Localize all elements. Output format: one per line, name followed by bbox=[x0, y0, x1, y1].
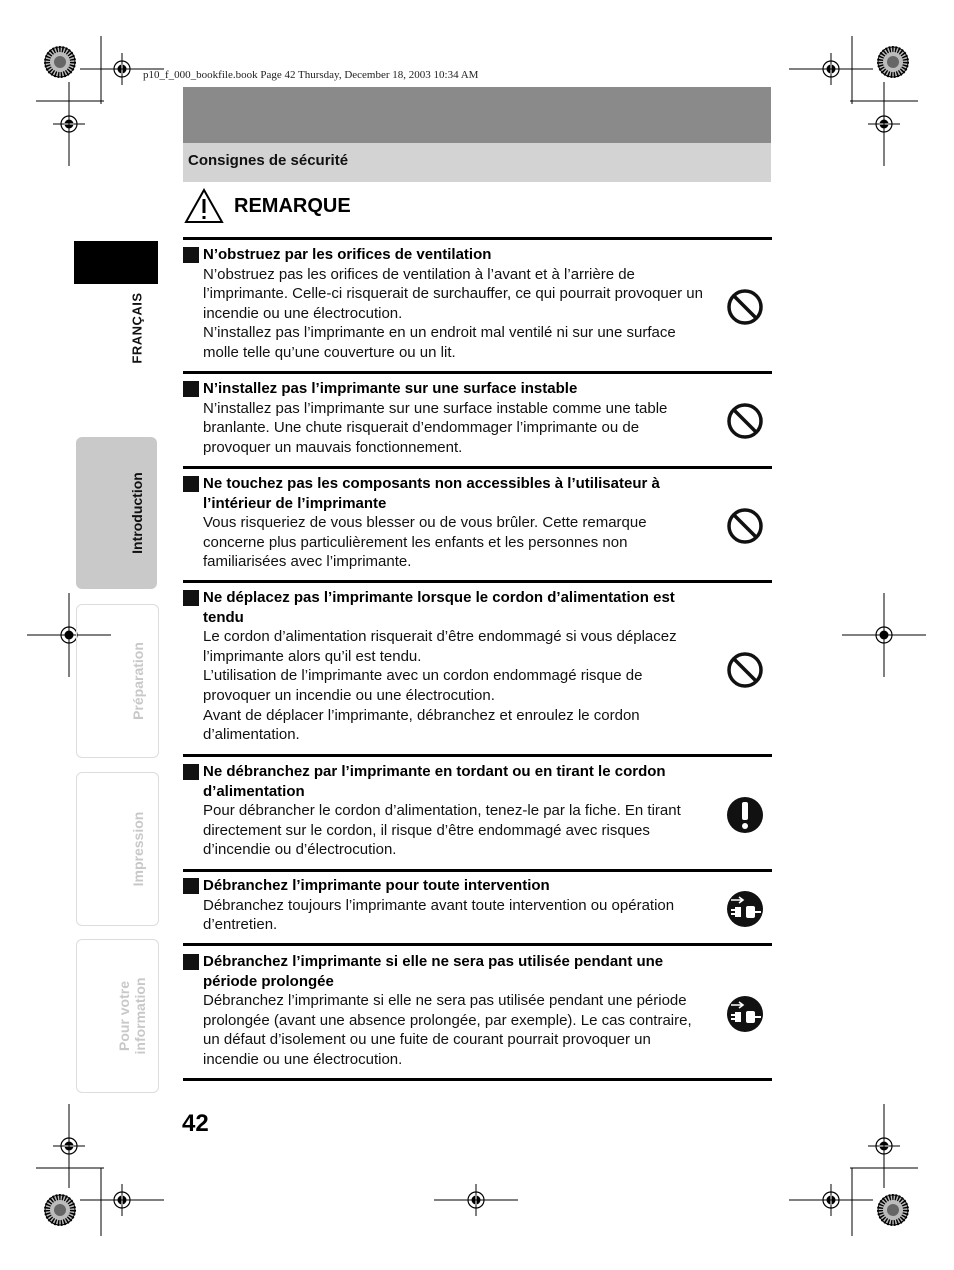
item-body: Vous risqueriez de vous blesser ou de vous brûler. Cette remarque concerne plus particulièrement les enfants et les personnes non familiarisées avec l’imprimante. bbox=[203, 514, 647, 571]
bullet-square bbox=[183, 247, 199, 263]
unplug-icon bbox=[725, 994, 765, 1034]
section-divider bbox=[183, 1078, 772, 1081]
tab-impression[interactable] bbox=[76, 772, 159, 926]
section-divider bbox=[183, 943, 772, 946]
bullet-square bbox=[183, 590, 199, 606]
tab-impression-label: Impression bbox=[129, 811, 146, 887]
bullet-square bbox=[183, 381, 199, 397]
warning-triangle-icon bbox=[184, 188, 224, 224]
item-title: Débranchez l’imprimante si elle ne sera pas utilisée pendant une période prolongée bbox=[203, 953, 664, 990]
bullet-square bbox=[183, 764, 199, 780]
tab-pour-votre-information-label: Pour votre information bbox=[115, 977, 148, 1055]
prohibited-icon bbox=[725, 650, 765, 690]
tab-introduction-label: Introduction bbox=[128, 472, 145, 554]
item-body: Débranchez toujours l’imprimante avant toute intervention ou opération d’entretien. bbox=[203, 896, 675, 934]
item-title: N’obstruez par les orifices de ventilation bbox=[203, 246, 492, 263]
warning-item bbox=[183, 245, 703, 363]
section-divider bbox=[183, 754, 772, 757]
section-divider bbox=[183, 466, 772, 469]
language-tab-marker bbox=[74, 241, 158, 284]
language-label: FRANÇAIS bbox=[129, 292, 145, 364]
tab-pour-votre-information[interactable] bbox=[76, 939, 159, 1093]
item-title: Ne déplacez pas l’imprimante lorsque le cordon d’alimentation est tendu bbox=[203, 589, 675, 626]
unplug-icon bbox=[725, 889, 765, 929]
print-info: p10_f_000_bookfile.book Page 42 Thursday, December 18, 2003 10:34 AM bbox=[143, 69, 479, 81]
item-body: Le cordon d’alimentation risquerait d’être endommagé si vous déplacez l’imprimante alors qu’il est tendu. L’utilisation de l’imprimante avec un cordon endommagé risque de provoquer un incendie ou une électrocution. Avant de déplacer l’imprimante, débranchez et enroulez le cordon d’alimentation. bbox=[203, 628, 677, 744]
page-number: 42 bbox=[182, 1110, 209, 1137]
tab-preparation-label: Préparation bbox=[129, 642, 146, 720]
header-band bbox=[183, 87, 771, 143]
item-body: Pour débrancher le cordon d’alimentation, tenez-le par la fiche. En tirant directement sur le cordon, il risque d’être endommagé avec risques d’incendie ou d’électrocution. bbox=[203, 802, 681, 859]
prohibited-icon bbox=[725, 287, 765, 327]
warning-item bbox=[183, 876, 703, 935]
warning-item bbox=[183, 588, 703, 745]
bullet-square bbox=[183, 476, 199, 492]
bullet-square bbox=[183, 878, 199, 894]
section-divider bbox=[183, 237, 772, 240]
notice-heading: REMARQUE bbox=[234, 195, 351, 217]
section-divider bbox=[183, 371, 772, 374]
tab-introduction[interactable] bbox=[76, 437, 157, 589]
bullet-square bbox=[183, 954, 199, 970]
item-title: N’installez pas l’imprimante sur une surface instable bbox=[203, 380, 578, 397]
warning-item bbox=[183, 379, 703, 457]
item-title: Débranchez l’imprimante pour toute intervention bbox=[203, 877, 550, 894]
item-body: Débranchez l’imprimante si elle ne sera pas utilisée pendant une période prolongée (avant une absence prolongée, par exemple). Le cas contraire, un défaut d’isolement ou une fuite de courant pourrait provoquer un incendie ou une électrocution. bbox=[203, 992, 692, 1068]
item-title: Ne débranchez par l’imprimante en tordant ou en tirant le cordon d’alimentation bbox=[203, 763, 666, 800]
section-divider bbox=[183, 869, 772, 872]
warning-item bbox=[183, 762, 703, 860]
item-title: Ne touchez pas les composants non accessibles à l’utilisateur à l’intérieur de l’imprimante bbox=[203, 475, 660, 512]
mandatory-icon bbox=[725, 795, 765, 835]
section-title: Consignes de sécurité bbox=[188, 152, 349, 169]
prohibited-icon bbox=[725, 401, 765, 441]
item-body: N’installez pas l’imprimante sur une surface instable comme une table branlante. Une chute risquerait d’endommager l’imprimante ou de provoquer un mauvais fonctionnement. bbox=[203, 399, 668, 456]
tab-preparation[interactable] bbox=[76, 604, 159, 758]
warning-item bbox=[183, 952, 703, 1070]
prohibited-icon bbox=[725, 506, 765, 546]
item-body: N’obstruez pas les orifices de ventilation à l’avant et à l’arrière de l’imprimante. Celle-ci risquerait de surchauffer, ce qui pourrait provoquer un incendie ou une électrocution. N’installez pas l’imprimante en un endroit mal ventilé ni sur une surface molle telle qu’une couverture ou un lit. bbox=[203, 265, 703, 361]
section-divider bbox=[183, 580, 772, 583]
warning-item bbox=[183, 474, 703, 572]
